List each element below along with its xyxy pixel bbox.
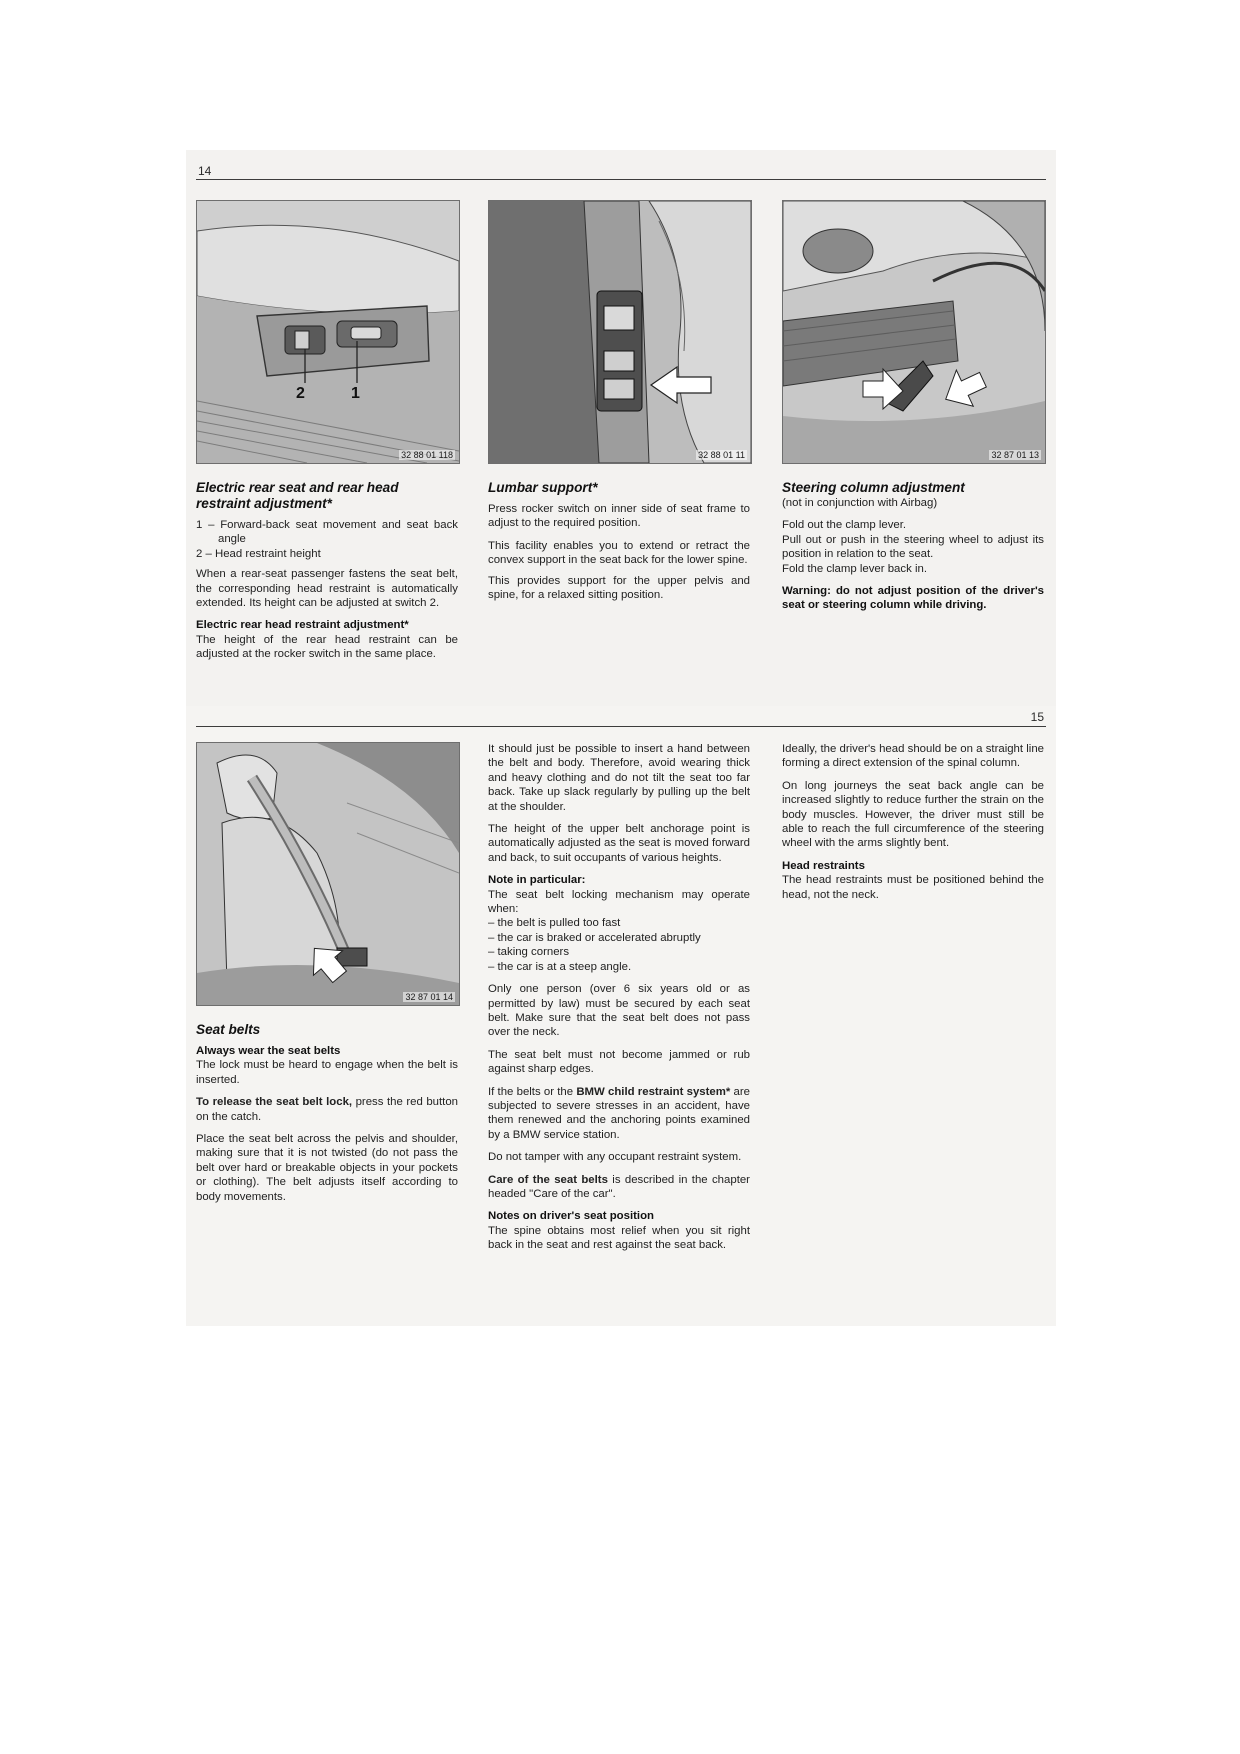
heading-lumbar: Lumbar support* [488,480,598,495]
seat-belt-illustration [197,743,459,1005]
bold-text: BMW child restraint system* [576,1085,731,1098]
paragraph-release [196,1095,458,1124]
paragraph-child-restraint [488,1085,750,1143]
note-block [488,873,750,974]
page-number: 14 [198,164,212,178]
figure-code: 32 87 01 13 [991,450,1039,460]
sub-heading: Notes on driver's seat position [488,1210,655,1223]
paragraph-text: The lock must be heard to engage when the belt is inserted. [196,1059,458,1086]
paragraph-head-restraints [782,859,1044,902]
paragraph: Do not tamper with any occupant restraint system. [488,1151,742,1164]
page-15 [186,706,1056,1326]
paragraph: This facility enables you to extend or retract the convex support in the seat back for the lower spine. [488,539,750,567]
col-lumbar [488,480,750,610]
figure-code: 32 88 01 11 [698,450,745,460]
paragraph: When a rear-seat passenger fastens the seat belt, the corresponding head restraint is automatically extended. Its height can be adjusted at switch 2. [196,568,458,610]
figure-code: 32 88 01 118 [401,450,453,460]
paragraph-text: The height of the rear head restraint can be adjusted at the rocker switch in the same place. [196,633,458,661]
note-item: – taking corners [488,946,570,959]
release-bold: To release the seat belt lock, [196,1096,353,1109]
paragraph: It should just be possible to insert a hand between the belt and body. Therefore, avoid wearing thick and heavy clothing and do not tilt the seat too far back. Take up slack regularly by pulling up the belt at the shoulder. [488,743,750,813]
col-seat-belts [196,1022,458,1212]
rear-seat-illustration [197,201,459,463]
heading-subtitle: (not in conjunction with Airbag) [782,497,938,509]
paragraph: Only one person (over 6 six years old or as permitted by law) must be secured by each seat belt. Make sure that the seat belt does not pass over the neck. [488,983,750,1039]
heading-line2: restraint adjustment* [196,496,332,511]
text: If the belts or the [488,1085,577,1098]
care-bold: Care of the seat belts [488,1173,608,1186]
steering-illustration [783,201,1045,463]
heading-seat-belts: Seat belts [196,1022,261,1037]
note-intro: The seat belt locking mechanism may operate when: [488,888,750,916]
callout-2: 2 [296,385,305,402]
page-14 [186,150,1056,710]
heading-steering: Steering column adjustment [782,480,965,495]
list-item: 2 – Head restraint height [196,547,321,560]
paragraph: Ideally, the driver's head should be on a straight line forming a direct extension of the spinal column. [782,743,1044,770]
care-text: is described in the chapter headed "Care of the car". [488,1173,750,1200]
steps [782,518,1044,576]
header-rule [196,726,1046,727]
page-number: 15 [1030,710,1044,724]
col-belt-notes [488,742,750,1261]
heading-line1: Electric rear seat and rear head [196,480,399,495]
note-item: – the belt is pulled too fast [488,917,621,930]
paragraph: On long journeys the seat back angle can be increased slightly to reduce further the strain on the body muscles. However, the driver must still be able to reach the full circumference of the steering wheel with the arms slightly bent. [782,779,1044,850]
header-rule [196,179,1046,180]
col-driver-position [782,742,1044,910]
paragraph-seat-position [488,1209,750,1252]
step: Fold out the clamp lever. [782,519,907,532]
paragraph-text: The spine obtains most relief when you sit right back in the seat and rest against the seat back. [488,1224,750,1252]
scanned-manual-spread [186,150,1056,1326]
note-item: – the car is braked or accelerated abruptly [488,931,701,944]
paragraph-head-restraint [196,618,458,661]
paragraph: The seat belt must not become jammed or rub against sharp edges. [488,1048,750,1076]
paragraph: This provides support for the upper pelvis and spine, for a relaxed sitting position. [488,574,750,602]
figure-seat-belt [196,742,460,1006]
paragraph: Place the seat belt across the pelvis and shoulder, making sure that it is not twisted (do not pass the belt over hard or breakable objects in your pockets or clothing). The belt adjusts itself according to body movements. [196,1133,458,1203]
figure-code: 32 87 01 14 [405,992,453,1002]
sub-heading: Always wear the seat belts [196,1045,341,1057]
item-list [196,518,458,561]
paragraph: Press rocker switch on inner side of seat frame to adjust to the required position. [488,503,750,530]
note-item: – the car is at a steep angle. [488,960,632,973]
step: Fold the clamp lever back in. [782,562,927,575]
callout-1: 1 [351,385,360,402]
warning: Warning: do not adjust position of the driver's seat or steering column while driving. [782,585,1044,612]
list-item: 1 – Forward-back seat movement and seat back angle [196,519,458,546]
text: are subjected to severe stresses in an accident, have them renewed and the anchoring points examined by a BMW service station. [488,1085,750,1141]
lumbar-illustration [489,201,751,463]
col-rear-seat [196,480,458,670]
release-text: press the red button on the catch. [196,1096,458,1123]
figure-steering-column [782,200,1046,464]
step: Pull out or push in the steering wheel to adjust its position in relation to the seat. [782,533,1044,561]
paragraph: The height of the upper belt anchorage point is automatically adjusted as the seat is moved forward and back, to suit occupants of various heights. [488,823,750,864]
heading-rear-seat [196,480,458,512]
sub-heading: Electric rear head restraint adjustment* [196,619,409,632]
paragraph-text: The head restraints must be positioned behind the head, not the neck. [782,874,1044,901]
figure-rear-seat-switch [196,200,460,464]
sub-heading: Head restraints [782,859,865,872]
figure-lumbar-support [488,200,752,464]
paragraph-always-wear [196,1044,458,1087]
col-steering [782,480,1044,621]
note-heading: Note in particular: [488,874,586,887]
paragraph-care [488,1173,750,1202]
